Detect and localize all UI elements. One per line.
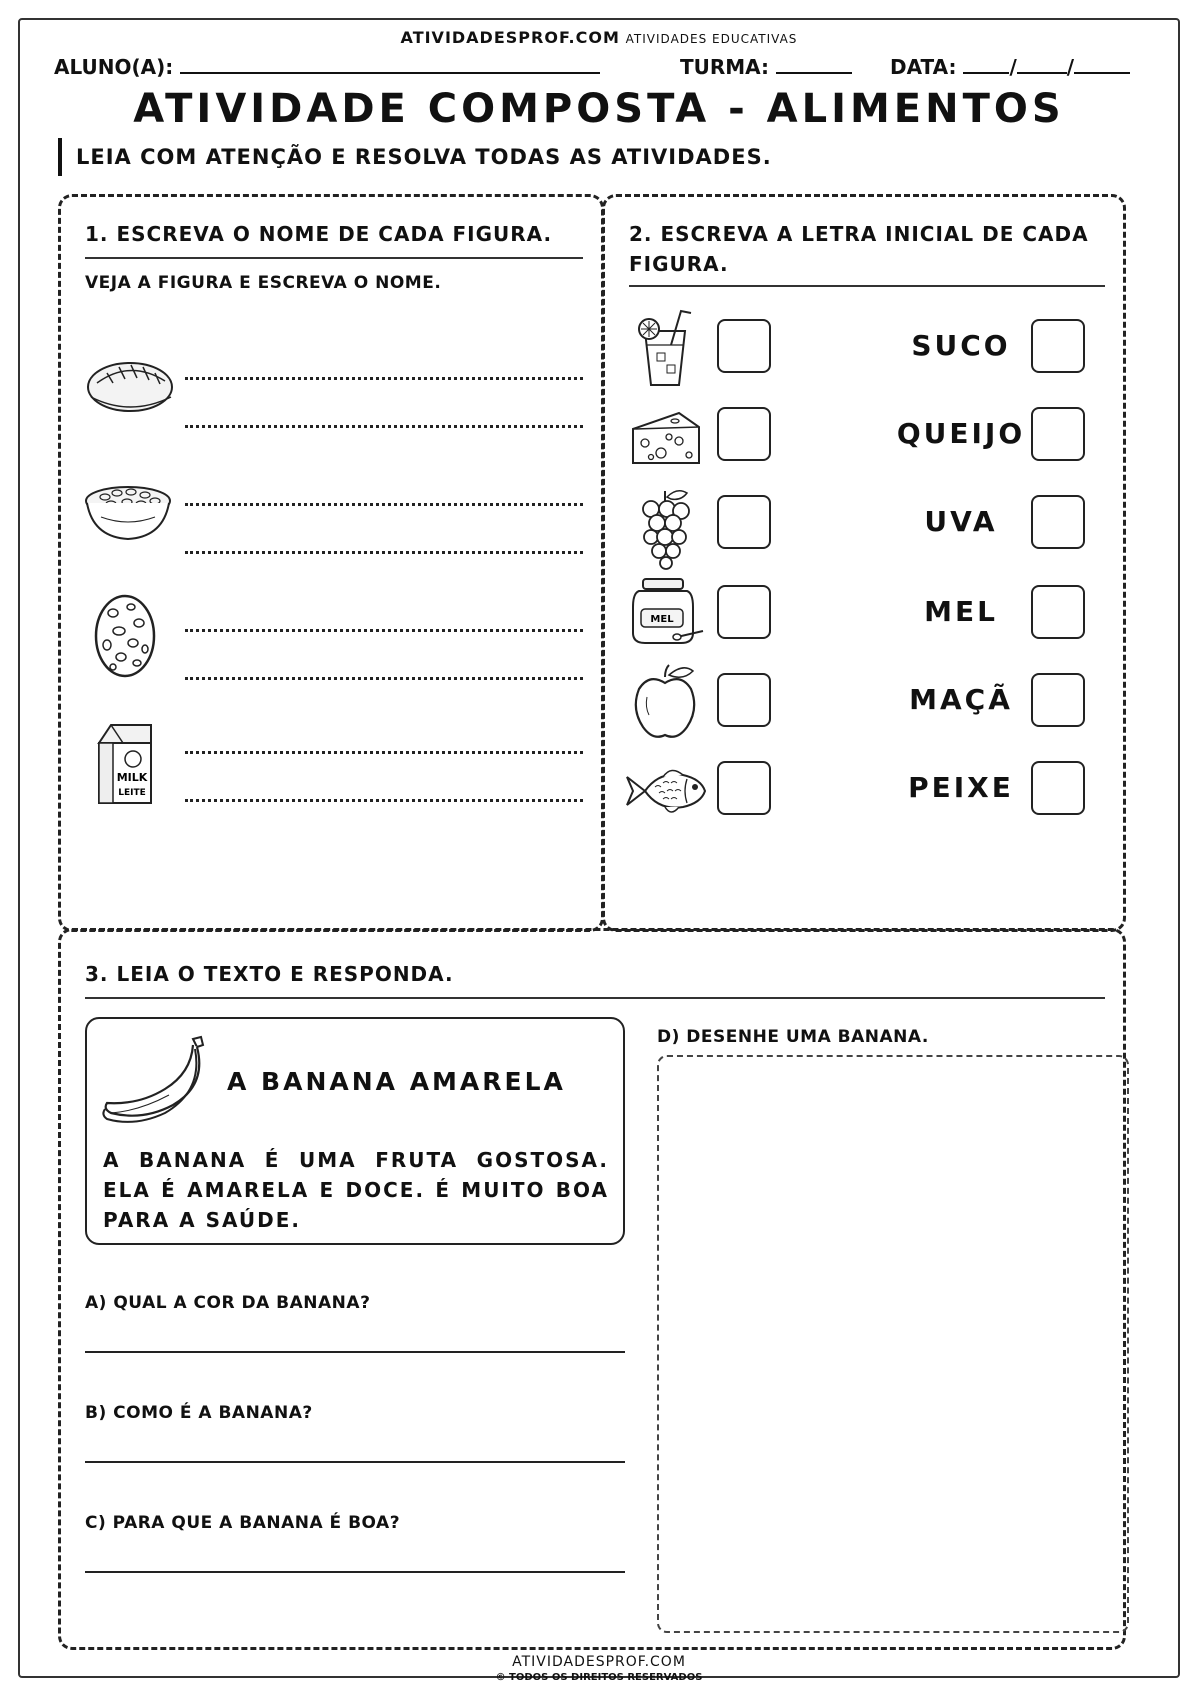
initial-letter-box[interactable] xyxy=(1031,319,1085,373)
food-word: QUEIJO xyxy=(896,417,1026,450)
juice-glass-icon xyxy=(631,309,701,389)
drawing-area[interactable] xyxy=(657,1055,1129,1633)
header-site xyxy=(20,28,1178,47)
initial-letter-box[interactable] xyxy=(717,673,771,727)
page-title: ATIVIDADE COMPOSTA - ALIMENTOS xyxy=(133,86,1065,132)
story-text: A BANANA É UMA FRUTA GOSTOSA. ELA É AMARELA E DOCE. É MUITO BOA PARA A SAÚDE. xyxy=(103,1148,609,1232)
student-label: ALUNO(A): xyxy=(54,55,174,79)
class-line[interactable] xyxy=(776,54,852,74)
date-label: DATA: xyxy=(890,55,957,79)
initial-letter-box[interactable] xyxy=(1031,407,1085,461)
answer-line[interactable] xyxy=(185,425,583,428)
grapes-icon xyxy=(637,487,693,567)
draw-prompt: D) DESENHE UMA BANANA. xyxy=(657,1027,929,1047)
answer-line[interactable] xyxy=(185,799,583,802)
instruction: LEIA COM ATENÇÃO E RESOLVA TODAS AS ATIVIDADES. xyxy=(58,138,772,176)
initial-letter-box[interactable] xyxy=(717,407,771,461)
date-year-line[interactable] xyxy=(1074,54,1130,74)
initial-letter-box[interactable] xyxy=(717,495,771,549)
initial-letter-box[interactable] xyxy=(717,761,771,815)
initial-letter-box[interactable] xyxy=(1031,761,1085,815)
worksheet-page xyxy=(18,18,1180,1683)
initial-letter-box[interactable] xyxy=(1031,673,1085,727)
student-name-line[interactable] xyxy=(180,54,600,74)
class-label: TURMA: xyxy=(680,55,770,79)
section-1-box xyxy=(58,194,604,932)
food-word: SUCO xyxy=(911,329,1011,362)
date-row xyxy=(890,54,1130,79)
answer-line[interactable] xyxy=(185,503,583,506)
date-separator: / xyxy=(1009,55,1017,79)
answer-line[interactable] xyxy=(85,1571,625,1573)
apple-icon xyxy=(631,663,701,743)
food-word: MAÇÃ xyxy=(909,683,1013,716)
answer-line[interactable] xyxy=(185,377,583,380)
milk-carton-icon xyxy=(91,721,161,807)
answer-line[interactable] xyxy=(85,1351,625,1353)
section-2-box xyxy=(602,194,1126,932)
class-row xyxy=(680,54,852,79)
egg-icon xyxy=(93,593,157,679)
answer-line[interactable] xyxy=(185,677,583,680)
footer-copyright: © TODOS OS DIREITOS RESERVADOS xyxy=(495,1672,703,1683)
header-site-name: ATIVIDADESPROF.COM xyxy=(400,28,620,47)
section-3-box xyxy=(58,928,1126,1650)
section-2-title xyxy=(629,219,1099,279)
story-box xyxy=(85,1017,625,1245)
section-1-title: 1. ESCREVA O NOME DE CADA FIGURA. xyxy=(85,222,553,246)
rice-bowl-icon xyxy=(83,479,173,545)
section-1-rule xyxy=(85,257,583,259)
answer-line[interactable] xyxy=(85,1461,625,1463)
food-word: UVA xyxy=(924,505,998,538)
answer-line[interactable] xyxy=(185,551,583,554)
fish-icon xyxy=(625,763,709,819)
section-3-rule xyxy=(85,997,1105,999)
date-separator: / xyxy=(1066,55,1075,79)
initial-letter-box[interactable] xyxy=(1031,585,1085,639)
banana-icon xyxy=(99,1033,209,1125)
food-word: MEL xyxy=(924,595,998,628)
initial-letter-box[interactable] xyxy=(717,585,771,639)
bread-icon xyxy=(85,357,175,417)
date-month-line[interactable] xyxy=(1017,54,1067,74)
question-c: C) PARA QUE A BANANA É BOA? xyxy=(85,1513,401,1533)
section-2-rule xyxy=(629,285,1105,287)
answer-line[interactable] xyxy=(185,629,583,632)
story-title: A BANANA AMARELA xyxy=(227,1067,566,1096)
question-b: B) COMO É A BANANA? xyxy=(85,1403,313,1423)
section-1-subtitle: VEJA A FIGURA E ESCREVA O NOME. xyxy=(85,273,442,293)
section-3-title: 3. LEIA O TEXTO E RESPONDA. xyxy=(85,962,454,986)
initial-letter-box[interactable] xyxy=(1031,495,1085,549)
student-row xyxy=(54,54,600,79)
section-2-title-line1: 2. ESCREVA A LETRA INICIAL DE CADA xyxy=(629,222,1089,246)
honey-jar-label: MEL xyxy=(650,614,674,625)
section-2-title-line2: FIGURA. xyxy=(629,252,729,276)
question-a: A) QUAL A COR DA BANANA? xyxy=(85,1293,371,1313)
header-site-tagline: ATIVIDADES EDUCATIVAS xyxy=(625,32,798,46)
milk-carton-label: MILK xyxy=(116,771,148,784)
date-day-line[interactable] xyxy=(963,54,1009,74)
milk-carton-sublabel: LEITE xyxy=(118,788,146,798)
answer-line[interactable] xyxy=(185,751,583,754)
food-word: PEIXE xyxy=(908,771,1014,804)
honey-jar-icon xyxy=(629,577,709,647)
initial-letter-box[interactable] xyxy=(717,319,771,373)
cheese-icon xyxy=(629,409,703,469)
footer-site: ATIVIDADESPROF.COM xyxy=(512,1654,686,1670)
